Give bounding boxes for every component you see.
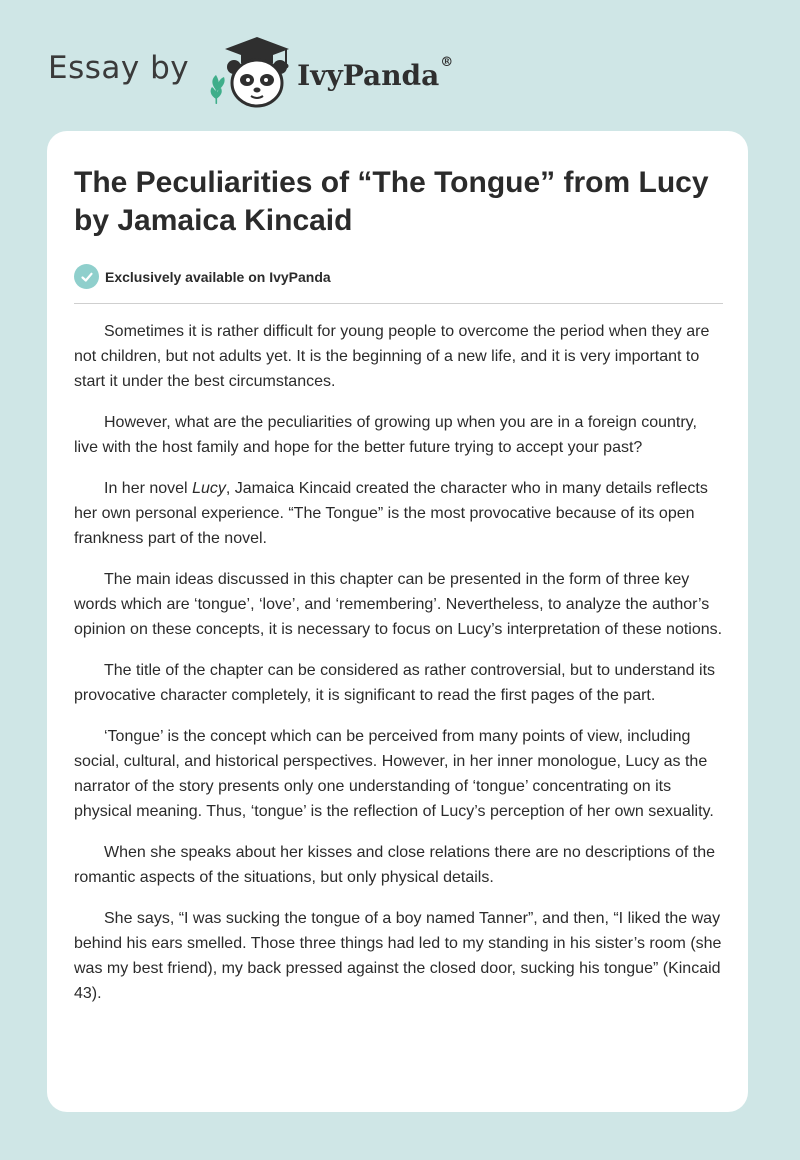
divider xyxy=(74,303,723,304)
essay-title: The Peculiarities of “The Tongue” from Lucy by Jamaica Kincaid xyxy=(74,166,709,237)
paragraph: When she speaks about her kisses and close relations there are no descriptions of the romantic aspects of the situations, but only physical details. xyxy=(74,844,716,886)
site-header xyxy=(48,32,508,112)
paragraph: In her novel Lucy, Jamaica Kincaid created the character who in many details reflects her own personal experience. “The Tongue” is the most provocative because of its open frankness part of the novel. xyxy=(74,480,708,547)
paragraph: ‘Tongue’ is the concept which can be perceived from many points of view, including social, cultural, and historical perspectives. However, in her inner monologue, Lucy as the narrator of the story presents only one understanding of ‘tongue’ concentrating on its physical meaning. Thus, ‘tongue’ is the reflection of Lucy’s perception of her own sexuality. xyxy=(74,728,714,820)
essay-by-label: Essay by xyxy=(48,50,190,86)
paragraph: However, what are the peculiarities of growing up when you are in a foreign country, live with the host family and hope for the better future trying to accept your past? xyxy=(74,414,697,456)
paragraph: Sometimes it is rather difficult for young people to overcome the period when they are not children, but not adults yet. It is the beginning of a new life, and it is very important to start it under the best circumstances. xyxy=(74,323,710,390)
exclusive-notice xyxy=(74,264,331,289)
paragraph: She says, “I was sucking the tongue of a boy named Tanner”, and then, “I liked the way behind his ears smelled. Those three things had led to my standing in his sister’s room (she was my best friend), my back pressed against the closed door, sucking his tongue” (Kincaid 43). xyxy=(74,910,722,1002)
paragraph: The main ideas discussed in this chapter can be presented in the form of three key words which are ‘tongue’, ‘love’, and ‘remembering’. Nevertheless, to analyze the author’s opinion on these concepts, it is necessary to focus on Lucy’s interpretation of these notions. xyxy=(74,571,723,638)
panda-graduation-cap-icon[interactable] xyxy=(203,33,293,111)
registered-mark: ® xyxy=(440,54,454,70)
leaf-icon xyxy=(211,75,225,104)
checkmark-icon xyxy=(74,264,99,289)
novel-title: Lucy xyxy=(192,480,226,497)
essay-card xyxy=(47,131,748,1112)
brand-name[interactable]: IvyPanda® xyxy=(297,54,454,92)
paragraph: The title of the chapter can be considered as rather controversial, but to understand its provocative character completely, it is significant to read the first pages of the part. xyxy=(74,662,716,704)
essay-body xyxy=(74,319,723,1022)
exclusive-label: Exclusively available on IvyPanda xyxy=(105,268,331,285)
